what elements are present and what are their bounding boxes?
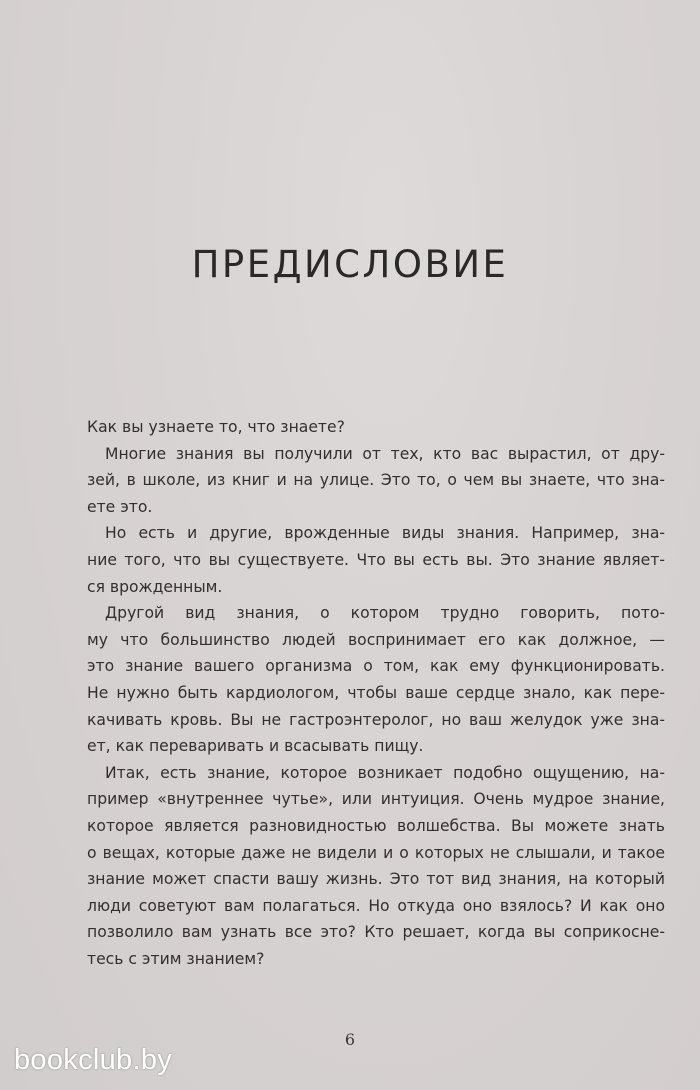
text-line: му что большинство людей воспринимает его как должное, — [87, 630, 665, 649]
text-line: ся врожденным. [87, 577, 223, 596]
chapter-title: ПРЕДИСЛОВИЕ [191, 243, 509, 286]
text-line: Не нужно быть кардиологом, чтобы ваше сердце знало, как пере- [87, 683, 665, 702]
text-line: это знание вашего организма о том, как ему функционировать. [87, 657, 665, 676]
text-line: ете это. [87, 497, 153, 516]
body-text [87, 414, 665, 972]
text-line: Итак, есть знание, которое возникает подобно ощущению, на- [105, 763, 665, 782]
text-line: ет, как переваривать и всасывать пищу. [87, 737, 424, 756]
text-line: качивать кровь. Вы не гастроэнтеролог, но ваш желудок уже зна- [87, 710, 665, 729]
text-line: ние того, что вы существуете. Что вы есть вы. Это знание являет- [87, 550, 665, 569]
watermark: bookclub.by [14, 1044, 173, 1076]
text-line: тесь с этим знанием? [87, 949, 265, 968]
text-line: знание может спасти вашу жизнь. Это тот вид знания, на который [87, 870, 665, 889]
text-line: о вещах, которые даже не видели и о которых не слышали, и такое [87, 843, 665, 862]
text-line: зей, в школе, из книг и на улице. Это то, о чем вы знаете, что зна- [87, 471, 665, 490]
text-line: которое является разновидностью волшебства. Вы можете знать [87, 816, 665, 835]
text-line: позволило вам узнать все это? Кто решает, когда вы соприкосне- [87, 923, 665, 942]
text-line: Но есть и другие, врожденные виды знания. Например, зна- [105, 524, 665, 543]
text-line: Многие знания вы получили от тех, кто вас вырастил, от дру- [105, 444, 665, 463]
text-line: Другой вид знания, о котором трудно говорить, пото- [105, 604, 665, 623]
text-line: Как вы узнаете то, что знаете? [87, 418, 345, 436]
text-line: люди советуют вам полагаться. Но откуда оно взялось? И как оно [87, 896, 665, 915]
text-line: пример «внутреннее чутье», или интуиция. Очень мудрое знание, [87, 790, 665, 809]
page-number: 6 [344, 1030, 356, 1049]
